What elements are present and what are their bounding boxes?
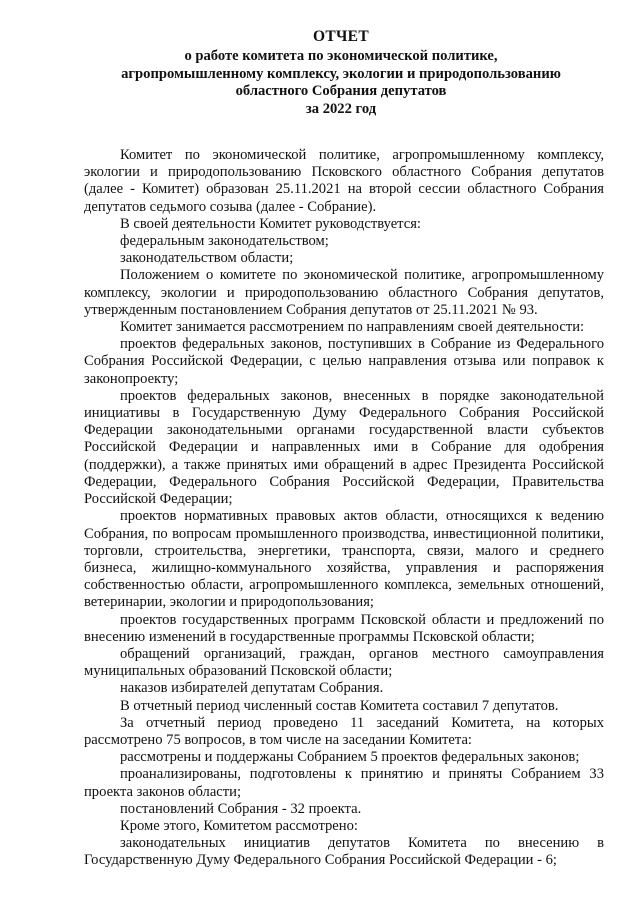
paragraph: проектов государственных программ Псковской области и предложений по внесению изменений в государственные программы Псковской области; [84,611,604,645]
paragraph: постановлений Собрания - 32 проекта. [120,800,362,817]
document-subtitle-line: агропромышленному комплексу, экологии и природопользованию [121,65,561,82]
paragraph: Кроме этого, Комитетом рассмотрено: [120,817,358,834]
paragraph: За отчетный период проведено 11 заседаний Комитета, на которых рассмотрено 75 вопросов, в том числе на заседании Комитета: [84,714,604,748]
document-header [78,28,604,118]
paragraph: законодательных инициатив депутатов Комитета по внесению в Государственную Думу Федерального Собрания Российской Федерации - 6; [84,835,604,869]
paragraph: наказов избирателей депутатам Собрания. [120,680,384,697]
document-body [84,147,604,870]
document-title: ОТЧЕТ [313,28,369,45]
paragraph: законодательством области; [120,250,294,267]
paragraph: проанализированы, подготовлены к принятию и приняты Собранием 33 проекта законов области; [84,766,604,800]
paragraph: В отчетный период численный состав Комитета составил 7 депутатов. [120,697,559,714]
document-subtitle-line: о работе комитета по экономической политике, [184,48,498,65]
document-subtitle-line: за 2022 год [305,100,377,117]
paragraph: проектов федеральных законов, внесенных в порядке законодательной инициативы в Государственную Думу Федерального Собрания Российской Федерации законодательными органами государственной власти субъектов Российской Федерации и направленных ими в Собрание для одобрения (поддержки), а также принятых ими обращений в адрес Президента Российской Федерации, Федерального Собрания Российской Федерации, Правительства Российской Федерации; [84,387,604,508]
paragraph: Комитет по экономической политике, агропромышленному комплексу, экологии и природопользованию Псковского областного Собрания депутатов (далее - Комитет) образован 25.11.2021 на второй сессии областного Собрания депутатов седьмого созыва (далее - Собрание). [84,147,604,215]
paragraph: Комитет занимается рассмотрением по направлениям своей деятельности: [120,319,585,336]
paragraph: рассмотрены и поддержаны Собранием 5 проектов федеральных законов; [120,749,580,766]
paragraph: проектов федеральных законов, поступивших в Собрание из Федерального Собрания Российской Федерации, с целью направления отзыва или поправок к законопроекту; [84,336,604,387]
paragraph: проектов нормативных правовых актов области, относящихся к ведению Собрания, по вопросам промышленного производства, инвестиционной политики, торговли, строительства, энергетики, транспорта, связи, малого и среднего бизнеса, жилищно-коммунального хозяйства, управления и распоряжения собственностью области, агропромышленного комплекса, земельных отношений, ветеринарии, экологии и природопользования; [84,508,604,611]
paragraph: В своей деятельности Комитет руководствуется: [120,215,421,232]
paragraph: Положением о комитете по экономической политике, агропромышленному комплексу, экологии и природопользованию областного Собрания депутатов, утвержденным постановлением Собрания депутатов от 25.11.2021 № 93. [84,267,604,318]
paragraph: обращений организаций, граждан, органов местного самоуправления муниципальных образований Псковской области; [84,645,604,680]
paragraph: федеральным законодательством; [120,233,329,250]
document-subtitle-line: областного Собрания депутатов [235,83,447,100]
